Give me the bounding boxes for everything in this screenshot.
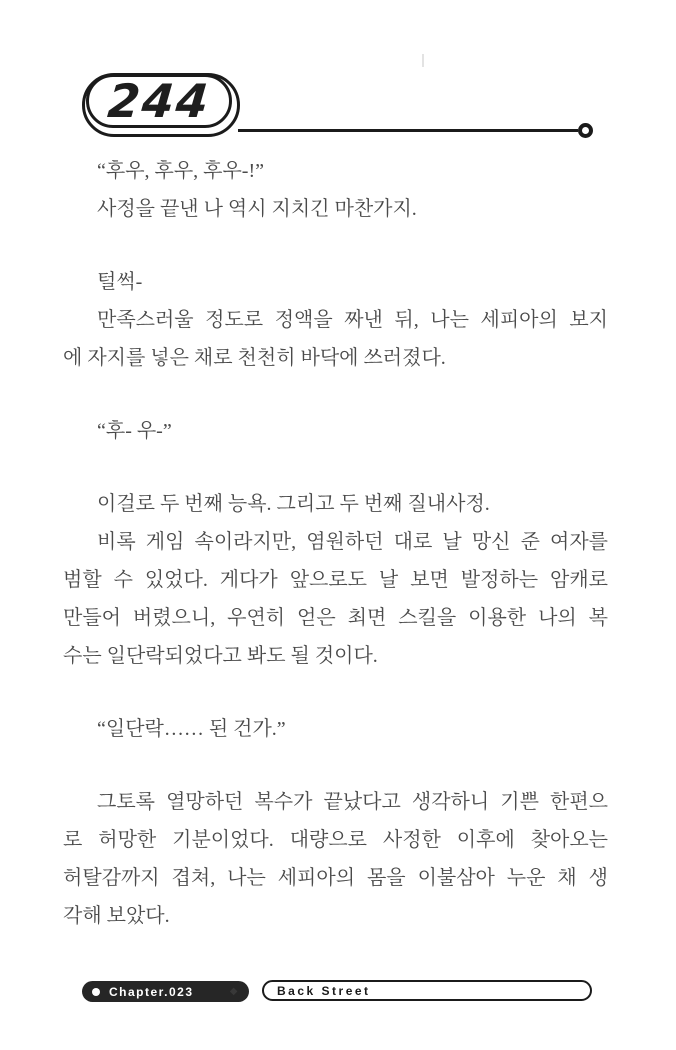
chapter-badge [82,981,249,1002]
narration-line: 로 허망한 기분이었다. 대량으로 사정한 이후에 찾아오는 [63,829,608,851]
narration-line: 에 자지를 넣은 채로 천천히 바닥에 쓰러졌다. [63,347,446,369]
narration-line: 비록 게임 속이라지만, 염원하던 대로 날 망신 준 여자를 [97,531,608,553]
narration-line: 수는 일단락되었다고 봐도 될 것이다. [63,645,378,667]
header-rule-line [238,129,578,132]
body-text [63,152,608,935]
section-title-badge [262,980,592,1001]
page-number-badge [86,74,232,128]
sfx-line: 털썩- [97,271,143,293]
section-title-label: Back Street [277,983,371,998]
dialogue-line: “후우, 후우, 후우-!” [97,160,264,182]
diamond-icon: ◆ [229,985,239,997]
narration-line: 범할 수 있었다. 게다가 앞으로도 날 보면 발정하는 암캐로 [63,569,608,591]
dialogue-line: “일단락…… 된 건가.” [97,718,286,740]
narration-line: 사정을 끝낸 나 역시 지치긴 마찬가지. [97,198,417,220]
narration-line: 각해 보았다. [63,905,170,927]
chapter-label: Chapter.023 [109,984,194,999]
narration-line: 만들어 버렸으니, 우연히 얻은 최면 스킬을 이용한 나의 복 [63,607,608,629]
header-rule-end-ring-icon [578,123,593,138]
bullet-dot-icon [92,988,100,996]
narration-line: 그토록 열망하던 복수가 끝났다고 생각하니 기쁜 한편으 [97,791,608,813]
page-number: 244 [105,74,213,128]
dialogue-line: “후- 우-” [97,420,172,442]
narration-line: 이걸로 두 번째 능욕. 그리고 두 번째 질내사정. [97,493,490,515]
narration-line: 만족스러울 정도로 정액을 짜낸 뒤, 나는 세피아의 보지 [97,309,608,331]
narration-line: 허탈감까지 겹쳐, 나는 세피아의 몸을 이불삼아 누운 채 생 [63,867,608,889]
scan-artifact-mark [422,54,424,67]
